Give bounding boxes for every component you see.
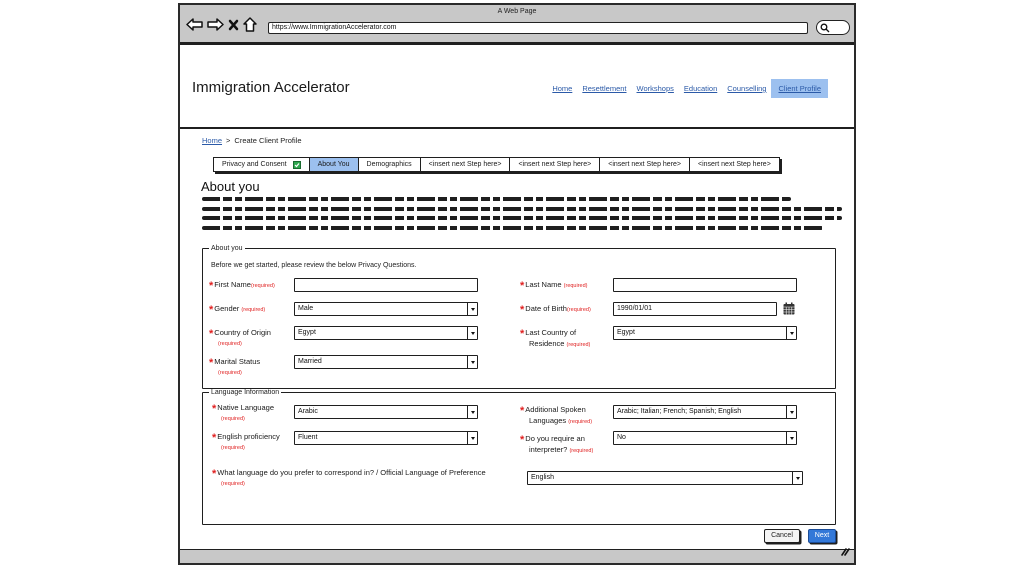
close-x-icon[interactable]	[228, 19, 239, 31]
breadcrumb	[202, 136, 302, 145]
intro-text: Before we get started, please review the below Privacy Questions.	[211, 262, 417, 269]
native-language-value: Arabic	[298, 408, 318, 415]
window-title: A Web Page	[497, 8, 537, 15]
url-bar[interactable]: https://www.ImmigrationAccelerator.com	[268, 22, 808, 34]
last-country-value: Egypt	[617, 329, 635, 336]
forward-arrow-icon[interactable]	[207, 18, 224, 31]
calendar-icon[interactable]	[783, 302, 795, 320]
cancel-button[interactable]: Cancel	[764, 529, 800, 543]
native-language-label: *Native Language (required)	[212, 403, 274, 422]
browser-toolbar	[180, 5, 854, 45]
interpreter-label: *Do you require an interpreter? (required)	[520, 434, 594, 454]
english-proficiency-select[interactable]	[294, 431, 478, 445]
search-icon	[820, 23, 830, 33]
dropdown-arrow-icon[interactable]	[467, 432, 477, 444]
nav-resettlement[interactable]: Resettlement	[582, 84, 627, 93]
step-label: Privacy and Consent	[222, 160, 287, 168]
dropdown-arrow-icon[interactable]	[792, 472, 802, 484]
additional-languages-select[interactable]	[613, 405, 797, 419]
nav-workshops[interactable]: Workshops	[636, 84, 674, 93]
site-header	[180, 45, 854, 129]
browser-window	[178, 3, 856, 565]
step-placeholder-1[interactable]: <insert next Step here>	[421, 158, 511, 171]
resize-grip-icon[interactable]	[841, 543, 850, 561]
dropdown-arrow-icon[interactable]	[786, 406, 796, 418]
country-origin-value: Egypt	[298, 329, 316, 336]
placeholder-paragraph	[202, 197, 842, 235]
site-brand: Immigration Accelerator	[192, 79, 350, 96]
step-demographics[interactable]: Demographics	[359, 158, 421, 171]
placeholder-line	[202, 216, 842, 220]
interpreter-value: No	[617, 434, 626, 441]
page-title: About you	[201, 179, 260, 194]
first-name-label: *First Name(required)	[209, 280, 275, 292]
browser-status-bar	[180, 549, 854, 563]
nav-client-profile[interactable]: Client Profile	[771, 79, 828, 98]
dropdown-arrow-icon[interactable]	[786, 432, 796, 444]
breadcrumb-home[interactable]: Home	[202, 136, 223, 145]
dropdown-arrow-icon[interactable]	[467, 327, 477, 339]
interpreter-select[interactable]	[613, 431, 797, 445]
placeholder-line	[202, 197, 791, 201]
marital-status-value: Married	[298, 358, 322, 365]
nav-education[interactable]: Education	[683, 84, 718, 93]
additional-languages-value: Arabic; Italian; French; Spanish; English	[617, 408, 742, 415]
home-icon[interactable]	[243, 17, 257, 32]
dropdown-arrow-icon[interactable]	[786, 327, 796, 339]
last-name-input[interactable]	[613, 278, 797, 292]
dob-label: *Date of Birth(required)	[520, 304, 591, 316]
english-proficiency-label: *English proficiency (required)	[212, 432, 280, 451]
breadcrumb-current: Create Client Profile	[234, 136, 302, 145]
checkmark-icon	[293, 161, 301, 169]
step-privacy-consent[interactable]	[214, 158, 310, 171]
last-country-label: *Last Country of Residence (required)	[520, 328, 591, 348]
last-name-label: *Last Name (required)	[520, 280, 588, 292]
step-about-you[interactable]: About You	[310, 158, 359, 171]
gender-value: Male	[298, 305, 314, 312]
fieldset-legend: About you	[211, 245, 243, 252]
back-arrow-icon[interactable]	[186, 18, 203, 31]
step-placeholder-4[interactable]: <insert next Step here>	[698, 160, 771, 168]
browser-search-button[interactable]	[816, 20, 850, 35]
country-origin-select[interactable]	[294, 326, 478, 340]
step-placeholder-2[interactable]: <insert next Step here>	[510, 158, 600, 171]
fieldset-legend: Language Information	[211, 389, 280, 396]
nav-counselling[interactable]: Counselling	[727, 84, 767, 93]
marital-status-label: *Marital Status (required)	[209, 357, 261, 376]
preferred-language-label: *What language do you prefer to correspond in? / Official Language of Preference (required)	[212, 468, 486, 487]
main-nav	[547, 79, 828, 98]
preferred-language-value: English	[531, 474, 554, 481]
next-button[interactable]: Next	[808, 529, 836, 543]
country-origin-label: *Country of Origin (required)	[209, 328, 271, 347]
dob-input[interactable]: 1990/01/01	[613, 302, 777, 316]
placeholder-line	[202, 207, 842, 211]
dropdown-arrow-icon[interactable]	[467, 303, 477, 315]
step-placeholder-3[interactable]: <insert next Step here>	[600, 158, 690, 171]
first-name-input[interactable]	[294, 278, 478, 292]
dropdown-arrow-icon[interactable]	[467, 356, 477, 368]
native-language-select[interactable]	[294, 405, 478, 419]
marital-status-select[interactable]	[294, 355, 478, 369]
preferred-language-select[interactable]	[527, 471, 803, 485]
dropdown-arrow-icon[interactable]	[467, 406, 477, 418]
gender-select[interactable]	[294, 302, 478, 316]
step-tabs	[213, 157, 780, 172]
additional-languages-label: *Additional Spoken Languages (required)	[520, 405, 593, 425]
gender-label: *Gender (required)	[209, 304, 266, 316]
placeholder-line	[202, 226, 823, 230]
breadcrumb-separator: >	[226, 136, 231, 145]
last-country-select[interactable]	[613, 326, 797, 340]
nav-home[interactable]: Home	[552, 84, 573, 93]
english-proficiency-value: Fluent	[298, 434, 318, 441]
